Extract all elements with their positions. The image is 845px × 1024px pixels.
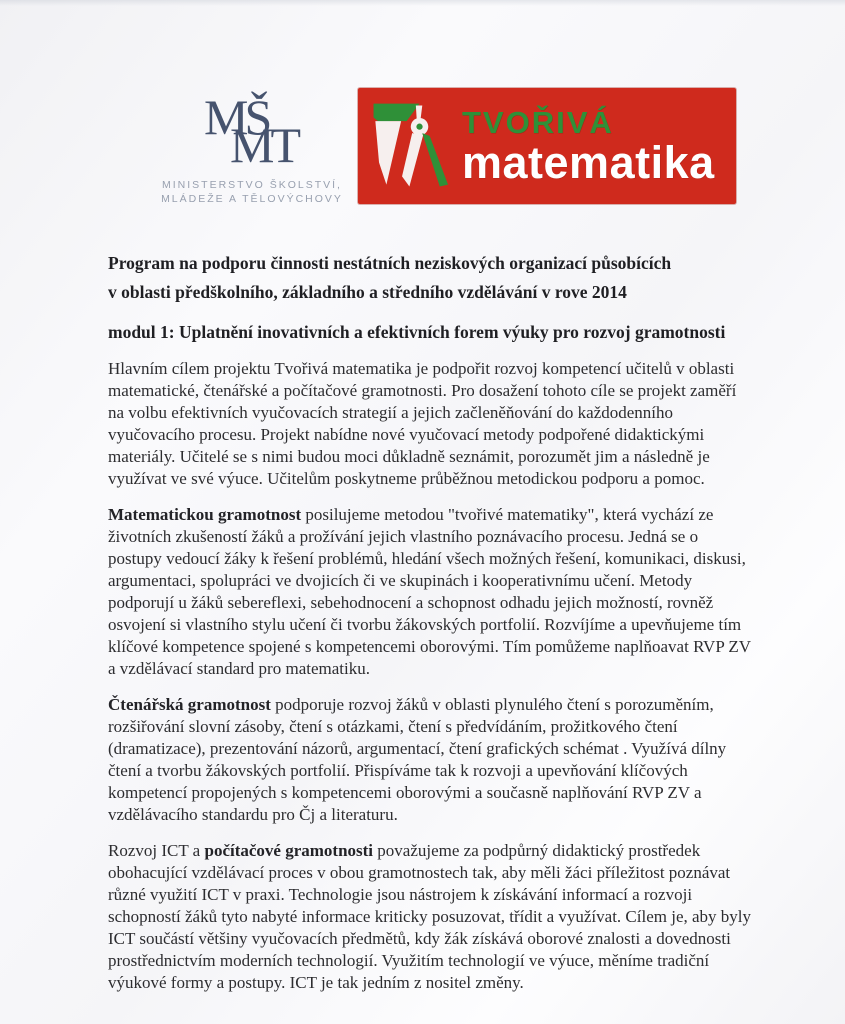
tvoriva-matematika-banner — [358, 88, 736, 204]
paragraphs-container — [108, 358, 751, 994]
banner-title-bottom: matematika — [462, 137, 715, 188]
msmt-caption-line2: MLÁDEŽE A TĚLOVÝCHOVY — [161, 193, 343, 206]
paragraph-bold-lead: Matematickou gramotnost — [108, 505, 302, 524]
paragraph — [108, 358, 751, 490]
paragraph — [108, 504, 751, 680]
program-title-line1: Program na podporu činnosti nestátních neziskových organizací působících — [108, 253, 672, 273]
msmt-monogram-bottom: MT — [230, 117, 297, 173]
paragraph-text: posilujeme metodou "tvořivé matematiky", která vychází ze životních zkušeností žáků a prožívání jejich vlastního poznávacího procesu. Jedná se o postupy vedoucí žáky k řešení problémů, hledání všech možných řešení, komunikaci, diskusi, argumentaci, spolupráci ve dvojicích či ve skupinách i kooperativnímu učení. Metody podporují u žáků sebereflexi, sebehodnocení a schopnost odhadu jejich možností, rovněž osvojení si vlastního stylu učení či tvorbu žákovských portfolií. Rozvíjíme a upevňujeme tím klíčové kompetence spojené s kompetencemi oborovými. Tím pomůžeme naplňoavat RVP ZV a vzdělávací standard pro matematiku. — [108, 505, 751, 678]
paragraph-text: považujeme za podpůrný didaktický prostředek obohacující vzdělávací proces v obou gramotnostech tak, aby měli žáci příležitost poznávat různé využití ICT v praxi. Technologie jsou nástrojem k získávání informací a rozvoji schopností žáků tyto nabyté informace kriticky posuzovat, třídit a využívat. Cílem je, aby byly ICT součástí většiny vyučovacích předmětů, kdy žák získává oborové znalosti a dovednosti prostřednictvím moderních technologií. Využitím technologií ve výuce, měníme tradiční výukové formy a postupy. ICT je tak jedním z nositel změny. — [108, 841, 752, 992]
paragraph-bold-lead: Čtenářská gramotnost — [108, 695, 271, 714]
msmt-monogram-icon — [192, 89, 312, 173]
msmt-caption — [152, 178, 352, 206]
module-subtitle: modul 1: Uplatnění inovativních a efektivních forem výuky pro rozvoj gramotnosti — [108, 322, 726, 342]
msmt-monogram-top: MŠ — [204, 89, 269, 145]
paragraph-text: podporuje rozvoj žáků v oblasti plynulého čtení s porozuměním, rozšiřování slovní zásoby, čtení s otázkami, čtení s předvídáním, prožitkového čtení (dramatizace), prezentování názorů, argumentací, čtení grafických schémat . Využívá dílny čtení a tvorbu žákovských portfolií. Přispíváme tak k rozvoji a upevňování klíčových kompetencí propojených s kompetencemi oborovými a současně naplňování RVP ZV a vzdělávacího standardu pro Čj a literaturu. — [108, 695, 727, 824]
banner-title-top: TVOŘIVÁ — [462, 105, 614, 140]
msmt-caption-line1: MINISTERSTVO ŠKOLSTVÍ, — [162, 179, 342, 191]
banner-wordmark — [462, 105, 715, 188]
paragraph-bold-lead: počítačové gramotnosti — [204, 841, 374, 860]
program-title — [108, 249, 751, 307]
paragraph-text: Rozvoj ICT a — [108, 841, 205, 860]
paragraph — [108, 840, 751, 994]
pencil-compass-icon — [368, 96, 460, 196]
paragraph — [108, 694, 751, 826]
msmt-logo — [152, 89, 352, 206]
paragraph-text: Hlavním cílem projektu Tvořivá matematika je podpořit rozvoj kompetencí učitelů v oblasti matematické, čtenářské a počítačové gramotnosti. Pro dosažení tohoto cíle se projekt zaměří na volbu efektivních vyučovacích strategií a jejich začleněňování do každodenního vyučovacího procesu. Projekt nabídne nové vyučovací metody podpořené didaktickými materiály. Učitelé se s nimi budou moci důkladně seznámit, porozumět jim a následně je využívat ve své výuce. Učitelům poskytneme průběžnou metodickou podporu a pomoc. — [108, 359, 737, 488]
program-title-line2: v oblasti předškolního, základního a středního vzdělávání v rove 2014 — [108, 282, 627, 302]
document-body — [108, 249, 751, 994]
